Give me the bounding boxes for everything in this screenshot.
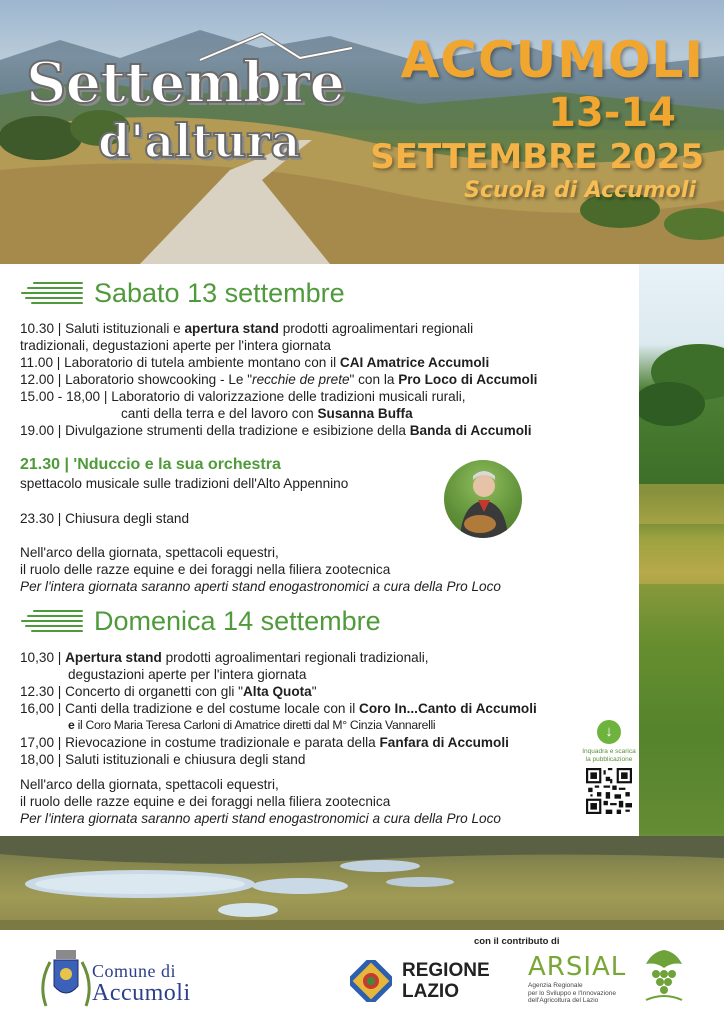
sat-note-2: il ruolo delle razze equine e dei foraggi nella filiera zootecnica xyxy=(20,562,391,577)
comune-crest-icon xyxy=(40,948,92,1010)
event-logo xyxy=(22,36,362,166)
sun-note-3: Per l'intera giornata saranno aperti stand enogastronomici a cura della Pro Loco xyxy=(20,811,501,826)
grape-leaf-logo-icon xyxy=(642,948,686,1010)
sun-item-1230: 12.30 | Concerto di organetti con gli "Alta Quota" xyxy=(20,684,317,699)
qr-code[interactable] xyxy=(586,768,632,814)
sponsor-footer xyxy=(0,930,724,1024)
sun-item-1600-cont: e il Coro Maria Teresa Carloni di Amatrice diretti dal M° Cinzia Vannarelli xyxy=(68,718,436,732)
lake-landscape-photo xyxy=(0,836,724,930)
sunday-header xyxy=(20,606,381,637)
sat-item-1030: 10.30 | Saluti istituzionali e apertura stand prodotti agroalimentari regionali xyxy=(20,321,474,336)
sun-item-1600: 16,00 | Canti della tradizione e del costume locale con il Coro In...Canto di Accumoli xyxy=(20,701,537,716)
evening-concert-subtitle: spettacolo musicale sulle tradizioni dell'Alto Appennino xyxy=(20,476,349,491)
sun-note-1: Nell'arco della giornata, spettacoli equestri, xyxy=(20,777,279,792)
header-banner xyxy=(0,0,724,264)
download-icon[interactable]: ↓ xyxy=(597,720,621,744)
sun-item-1030-cont: degustazioni aperte per l'intera giornata xyxy=(68,667,307,682)
sat-item-1030-cont: tradizionali, degustazioni aperte per l'intera giornata xyxy=(20,338,331,353)
comune-name: Comune di Accumoli xyxy=(92,961,191,1006)
arsial-logo: ARSIAL Agenzia Regionale per lo Sviluppo e l'Innovazione dell'Agricoltura del Lazio xyxy=(528,952,627,1004)
event-venue: Scuola di Accumoli xyxy=(464,178,696,203)
sat-note-3: Per l'intera giornata saranno aperti stand enogastronomici a cura della Pro Loco xyxy=(20,579,501,594)
speed-lines-icon xyxy=(20,279,84,309)
contribution-label: con il contributo di xyxy=(474,936,560,947)
qr-download-block[interactable] xyxy=(583,720,635,819)
town-name: ACCUMOLI xyxy=(400,31,704,89)
sun-item-1700: 17,00 | Rievocazione in costume tradizionale e parata della Fanfara di Accumoli xyxy=(20,735,509,750)
logo-line1: Settembre xyxy=(26,50,344,116)
event-month-year: SETTEMBRE 2025 xyxy=(370,137,704,177)
logo-line2: d'altura xyxy=(98,114,301,168)
sat-closing: 23.30 | Chiusura degli stand xyxy=(20,511,190,526)
performer-portrait xyxy=(444,460,522,538)
meadow-photo-strip xyxy=(639,264,724,836)
sun-item-1030: 10,30 | Apertura stand prodotti agroalimentari regionali tradizionali, xyxy=(20,650,429,665)
event-days: 13-14 xyxy=(548,90,676,136)
sunday-title: Domenica 14 settembre xyxy=(94,606,381,636)
sat-item-1500-cont: canti della terra e del lavoro con Susanna Buffa xyxy=(121,406,413,421)
sat-item-1200: 12.00 | Laboratorio showcooking - Le "recchie de prete" con la Pro Loco di Accumoli xyxy=(20,372,538,387)
sun-item-1800: 18,00 | Saluti istituzionali e chiusura degli stand xyxy=(20,752,306,767)
event-title-block xyxy=(370,30,704,203)
qr-caption: Inquadra e scarica la pubblicazione xyxy=(582,748,636,763)
sat-item-1900: 19.00 | Divulgazione strumenti della tradizione e esibizione della Banda di Accumoli xyxy=(20,423,532,438)
regione-lazio-emblem-icon xyxy=(350,960,392,1002)
evening-concert-title: 21.30 | 'Nduccio e la sua orchestra xyxy=(20,456,281,473)
speed-lines-icon xyxy=(20,607,84,637)
sat-item-1500: 15.00 - 18,00 | Laboratorio di valorizzazione delle tradizioni musicali rurali, xyxy=(20,389,466,404)
sun-note-2: il ruolo delle razze equine e dei foraggi nella filiera zootecnica xyxy=(20,794,391,809)
sat-item-1100: 11.00 | Laboratorio di tutela ambiente montano con il CAI Amatrice Accumoli xyxy=(20,355,490,370)
regione-lazio-name: REGIONE LAZIO xyxy=(402,960,490,1002)
saturday-header xyxy=(20,278,345,309)
saturday-title: Sabato 13 settembre xyxy=(94,278,345,308)
program-content xyxy=(0,264,639,836)
sat-note-1: Nell'arco della giornata, spettacoli equestri, xyxy=(20,545,279,560)
